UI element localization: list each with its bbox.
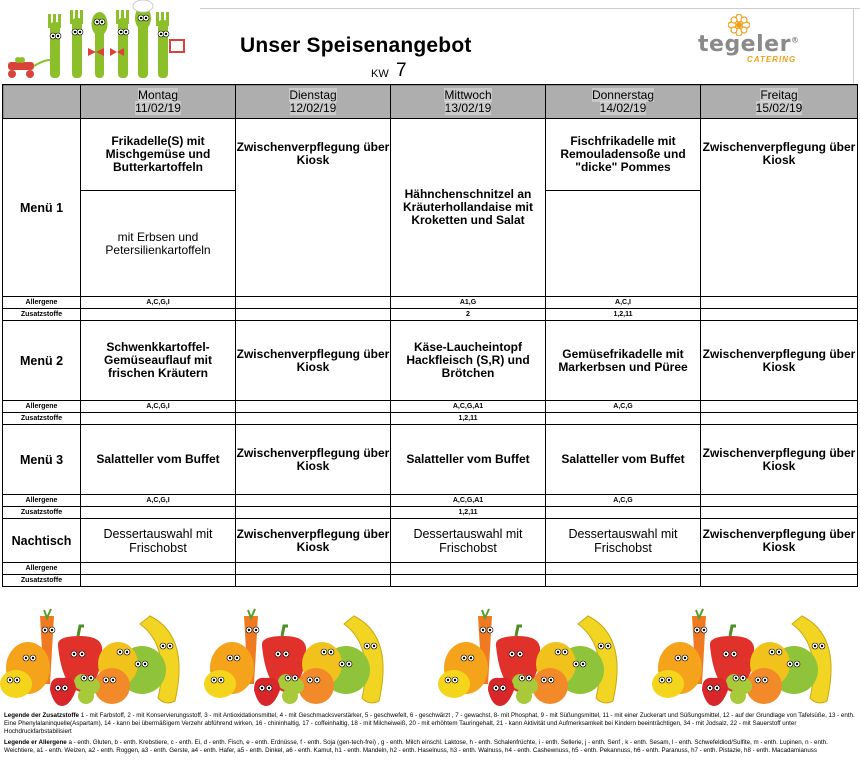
menu2-tuesday: Zwischenverpflegung über Kiosk: [236, 321, 391, 401]
allergene-value: [701, 297, 858, 309]
menu1-wednesday: Hähnchenschnitzel an Kräuterhollandaise mit Kroketten und Salat: [391, 119, 546, 297]
dessert-zusatz-row: [3, 575, 858, 587]
menu1-thursday: Fischfrikadelle mit Remouladensoße und "dicke" Pommes: [546, 119, 701, 191]
registered-mark: ®: [790, 35, 800, 45]
allergene-label: Allergene: [3, 401, 81, 413]
allergene-value: [236, 495, 391, 507]
weekday-header-row: [3, 85, 858, 119]
dessert-thursday: Dessertauswahl mit Frischobst: [546, 519, 701, 563]
zusatz-value: [546, 575, 701, 587]
header-divider-right: [853, 8, 854, 84]
menu1-zusatz-row: [3, 309, 858, 321]
zusatz-value: [236, 575, 391, 587]
zusatz-value: [546, 413, 701, 425]
menu3-allergene-row: [3, 495, 858, 507]
zusatz-value: [236, 507, 391, 519]
zusatz-value: [81, 507, 236, 519]
zusatzstoffe-label: Zusatzstoffe: [3, 413, 81, 425]
zusatzstoffe-label: Zusatzstoffe: [3, 309, 81, 321]
zusatz-value: 1,2,11: [391, 413, 546, 425]
zusatz-value: [701, 507, 858, 519]
day-header-friday: Freitag 15/02/19: [701, 85, 858, 119]
zusatz-value: 1,2,11: [546, 309, 701, 321]
day-header-tuesday: Dienstag 12/02/19: [236, 85, 391, 119]
menu2-friday: Zwischenverpflegung über Kiosk: [701, 321, 858, 401]
header: [0, 0, 860, 84]
zusatz-value: 2: [391, 309, 546, 321]
allergene-value: A,C,I: [546, 297, 701, 309]
allergene-value: A,C,G: [546, 401, 701, 413]
zusatz-value: [701, 575, 858, 587]
page-title: Unser Speisenangebot: [240, 34, 472, 57]
menu1-thursday-alt: [546, 191, 701, 297]
brand-name: tegeler: [698, 32, 791, 57]
menu1-monday: Frikadelle(S) mit Mischgemüse und Butterkartoffeln: [81, 119, 236, 191]
allergene-value: [701, 563, 858, 575]
zusatz-value: [701, 309, 858, 321]
allergene-value: A,C,G,I: [81, 297, 236, 309]
menu3-tuesday: Zwischenverpflegung über Kiosk: [236, 425, 391, 495]
menu2-row: [3, 321, 858, 401]
allergene-value: [546, 563, 701, 575]
menu3-row: [3, 425, 858, 495]
allergene-value: A,C,G,A1: [391, 401, 546, 413]
menu3-monday: Salatteller vom Buffet: [81, 425, 236, 495]
zusatz-value: [81, 309, 236, 321]
menu1-allergene-row: [3, 297, 858, 309]
zusatzstoffe-label: Zusatzstoffe: [3, 575, 81, 587]
allergene-value: [701, 495, 858, 507]
brand-subtitle: CATERING: [747, 55, 797, 64]
legend-additives-text: 1 - mit Farbstoff, 2 - mit Konservierungsstoff, 3 - mit Antioxidationsmittel, 4 - mit Geschmacksverstärker, 5 - geschwefelt, 6 - geschwärzt , 7 - gewachst, 8- mit Phosphat, 9 - mit Süßungsmittel, 11 - mit einer Zuckerart und Süßungsmittel, 12 - auf der Grundlage von Tafelsüße, 13 - enth. Eine Phenylalaninquelle(Aspartam), 14 - kann bei übermäßigem Verzehr abführend wirken, 16 - chininhaltig, 17 - coffeinhaltig, 18 - mit Milcheiweiß, 20 - mit erhöhtem Tauringehalt, 21 - kann Aktivität und Aufmerksamkeit bei Kindern beeinträchtigen, 34 - mit Jodsalz, 22 - mit Sauerstoff unter Hochdruckfarbstabilisiert: [4, 712, 855, 735]
header-divider: [200, 8, 860, 9]
allergene-label: Allergene: [3, 297, 81, 309]
dessert-friday: Zwischenverpflegung über Kiosk: [701, 519, 858, 563]
menu1-tuesday: Zwischenverpflegung über Kiosk: [236, 119, 391, 297]
zusatz-value: [81, 413, 236, 425]
fruit-illustration-strip: [0, 602, 860, 710]
dessert-tuesday: Zwischenverpflegung über Kiosk: [236, 519, 391, 563]
zusatz-value: [236, 309, 391, 321]
menu3-friday: Zwischenverpflegung über Kiosk: [701, 425, 858, 495]
zusatzstoffe-label: Zusatzstoffe: [3, 507, 81, 519]
zusatz-value: [546, 507, 701, 519]
menu1-monday-alt: mit Erbsen und Petersilienkartoffeln: [81, 191, 236, 297]
allergene-value: [236, 563, 391, 575]
menu1-label: Menü 1: [3, 119, 81, 297]
calendar-week-value: 7: [396, 60, 407, 81]
allergene-value: A1,G: [391, 297, 546, 309]
allergene-value: A,C,G: [546, 495, 701, 507]
menu1-friday: Zwischenverpflegung über Kiosk: [701, 119, 858, 297]
legend-allergens: [4, 739, 856, 755]
day-header-wednesday: Mittwoch 13/02/19: [391, 85, 546, 119]
zusatz-value: [701, 413, 858, 425]
menu3-wednesday: Salatteller vom Buffet: [391, 425, 546, 495]
legend: [4, 712, 856, 758]
day-header-thursday: Donnerstag 14/02/19: [546, 85, 701, 119]
menu2-wednesday: Käse-Laucheintopf Hackfleisch (S,R) und Brötchen: [391, 321, 546, 401]
zusatz-value: [391, 575, 546, 587]
menu2-label: Menü 2: [3, 321, 81, 401]
dessert-monday: Dessertauswahl mit Frischobst: [81, 519, 236, 563]
legend-additives-title: Legende der Zusatzstoffe: [4, 712, 79, 719]
menu3-zusatz-row: [3, 507, 858, 519]
menu2-zusatz-row: [3, 413, 858, 425]
allergene-value: A,C,G,A1: [391, 495, 546, 507]
legend-allergens-text: a - enth. Gluten, b - enth. Krebstiere, c - enth. Ei, d - enth. Fisch, e - enth. Erdnüsse, f - enth. Soja (gen-tech-frei) , g - enth. Milch einschl. Laktose, h - enth. Schalenfrüchte, i - enth. Sellerie, j - enth. Senf , k - enth. Sesam, l - enth. Schwefeldiod/Sulfite, m - enth. Lupinen, n - enth. Weichtiere, a1 - enth. Weizen, a2 - enth. Roggen, a3 - enth. Gerste, a4 - enth. Hafer, a5 - enth. Dinkel, a6 - enth. Kamut, h1 - enth. Mandeln, h2 - enth. Haselnuss, h3 - enth. Walnuss, h4 - enth. Cashewnuss, h5 - enth. Pekannuss, h6 - enth. Paranuss, h7 - enth. Pistazie, h8 - enth. Macadamianuss: [4, 739, 828, 754]
cutlery-illustration: [0, 0, 200, 84]
allergene-value: [81, 563, 236, 575]
menu2-monday: Schwenkkartoffel-Gemüseauflauf mit frischen Kräutern: [81, 321, 236, 401]
dessert-allergene-row: [3, 563, 858, 575]
legend-allergens-title: Legende er Allergene: [4, 739, 67, 746]
dessert-row: [3, 519, 858, 563]
dessert-label: Nachtisch: [3, 519, 81, 563]
allergene-value: [236, 401, 391, 413]
allergene-value: [391, 563, 546, 575]
fruit-characters-icon: [0, 602, 860, 708]
zusatz-value: 1,2,11: [391, 507, 546, 519]
menu2-allergene-row: [3, 401, 858, 413]
corner-cell: [3, 85, 81, 119]
allergene-label: Allergene: [3, 495, 81, 507]
allergene-value: [701, 401, 858, 413]
menu2-thursday: Gemüsefrikadelle mit Markerbsen und Püree: [546, 321, 701, 401]
calendar-week-label: KW: [371, 68, 389, 80]
zusatz-value: [81, 575, 236, 587]
menu3-label: Menü 3: [3, 425, 81, 495]
menu3-thursday: Salatteller vom Buffet: [546, 425, 701, 495]
allergene-label: Allergene: [3, 563, 81, 575]
day-header-monday: Montag 11/02/19: [81, 85, 236, 119]
allergene-value: A,C,G,I: [81, 495, 236, 507]
brand-logo: [698, 32, 799, 57]
allergene-value: A,C,G,I: [81, 401, 236, 413]
menu1-row: [3, 119, 858, 191]
menu-table: [2, 84, 858, 587]
legend-additives: [4, 712, 856, 736]
dessert-wednesday: Dessertauswahl mit Frischobst: [391, 519, 546, 563]
allergene-value: [236, 297, 391, 309]
zusatz-value: [236, 413, 391, 425]
